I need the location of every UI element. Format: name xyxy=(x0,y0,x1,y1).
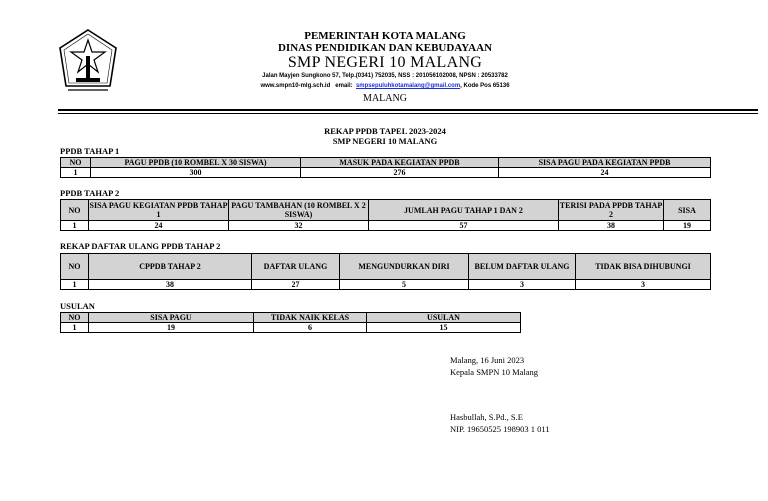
header-cell: PAGU PPDB (10 ROMBEL X 30 SISWA) xyxy=(91,158,301,168)
email-link[interactable]: smpsepuluhkotamalang@gmail.com xyxy=(355,83,461,89)
email-label: email: xyxy=(335,83,353,89)
header-cell: NO xyxy=(61,254,89,280)
table-header-row xyxy=(61,200,711,221)
header-cell: USULAN xyxy=(367,313,521,323)
report-subtitle: SMP NEGERI 10 MALANG xyxy=(332,136,438,146)
signature-position: Kepala SMPN 10 Malang xyxy=(450,367,539,377)
table-cell: 27 xyxy=(252,280,340,290)
table-tahap2 xyxy=(60,199,711,231)
header-cell: SISA xyxy=(664,200,711,221)
header-cell: CPPDB TAHAP 2 xyxy=(89,254,252,280)
table-row xyxy=(61,323,521,333)
city-name: MALANG xyxy=(363,93,407,104)
header-cell: TIDAK BISA DIHUBUNGI xyxy=(576,254,711,280)
header-cell: MENGUNDURKAN DIRI xyxy=(340,254,469,280)
header-cell: NO xyxy=(61,158,91,168)
header-cell: SISA PAGU PADA KEGIATAN PPDB xyxy=(499,158,711,168)
table-cell: 24 xyxy=(89,221,229,231)
table-cell: 6 xyxy=(254,323,367,333)
table-header-row xyxy=(61,254,711,280)
signature-date: Malang, 16 Juni 2023 xyxy=(450,355,525,365)
header-cell: TIDAK NAIK KELAS xyxy=(254,313,367,323)
header-cell: JUMLAH PAGU TAHAP 1 DAN 2 xyxy=(369,200,559,221)
header-cell: BELUM DAFTAR ULANG xyxy=(469,254,576,280)
table-cell: 3 xyxy=(469,280,576,290)
table-cell: 1 xyxy=(61,323,89,333)
table-cell: 19 xyxy=(89,323,254,333)
header-cell: PAGU TAMBAHAN (10 ROMBEL X 2 SISWA) xyxy=(229,200,369,221)
school-address: Jalan Mayjen Sungkono 57, Telp.(0341) 752035, NSS : 201056102008, NPSN : 20533782 xyxy=(262,73,508,79)
table-cell: 24 xyxy=(499,168,711,178)
table-cell: 1 xyxy=(61,280,89,290)
table-cell: 276 xyxy=(301,168,499,178)
header-cell: NO xyxy=(61,313,89,323)
table-cell: 3 xyxy=(576,280,711,290)
signatory-nip: NIP. 19650525 198903 1 011 xyxy=(450,424,550,434)
website-text: www.smpn10-mlg.sch.id xyxy=(260,83,331,89)
government-heading: PEMERINTAH KOTA MALANG xyxy=(304,30,466,42)
signatory-name: Hasbullah, S.Pd., S.E xyxy=(450,412,523,422)
table-cell: 1 xyxy=(61,221,89,231)
department-heading: DINAS PENDIDIKAN DAN KEBUDAYAAN xyxy=(277,42,493,54)
table-cell: 5 xyxy=(340,280,469,290)
table-usulan xyxy=(60,312,521,333)
table-row xyxy=(61,168,711,178)
school-name: SMP NEGERI 10 MALANG xyxy=(287,54,483,71)
section-label-tahap1: PPDB TAHAP 1 xyxy=(60,146,120,156)
header-divider-thin xyxy=(58,113,758,114)
table-header-row xyxy=(61,158,711,168)
postal-code: , Kode Pos 65136 xyxy=(460,83,510,89)
section-label-daftar-ulang: REKAP DAFTAR ULANG PPDB TAHAP 2 xyxy=(60,241,221,251)
table-cell: 300 xyxy=(91,168,301,178)
table-cell: 38 xyxy=(89,280,252,290)
table-cell: 15 xyxy=(367,323,521,333)
header-cell: SISA PAGU xyxy=(89,313,254,323)
table-cell: 57 xyxy=(369,221,559,231)
school-contact xyxy=(150,83,620,89)
report-title: REKAP PPDB TAPEL 2023-2024 xyxy=(324,126,446,136)
table-cell: 38 xyxy=(559,221,664,231)
header-divider-thick xyxy=(58,109,758,111)
header-cell: DAFTAR ULANG xyxy=(252,254,340,280)
header-cell: TERISI PADA PPDB TAHAP 2 xyxy=(559,201,663,219)
table-row xyxy=(61,280,711,290)
section-label-tahap2: PPDB TAHAP 2 xyxy=(60,188,120,198)
table-cell: 32 xyxy=(229,221,369,231)
malang-city-emblem-icon xyxy=(58,28,118,98)
table-cell: 1 xyxy=(61,168,91,178)
header-cell: SISA PAGU KEGIATAN PPDB TAHAP 1 xyxy=(89,201,228,219)
section-label-usulan: USULAN xyxy=(60,301,95,311)
header-cell: MASUK PADA KEGIATAN PPDB xyxy=(301,158,499,168)
table-cell: 19 xyxy=(664,221,711,231)
table-header-row xyxy=(61,313,521,323)
table-row xyxy=(61,221,711,231)
table-tahap1 xyxy=(60,157,711,178)
table-daftar-ulang xyxy=(60,253,711,290)
header-cell: NO xyxy=(61,200,89,221)
